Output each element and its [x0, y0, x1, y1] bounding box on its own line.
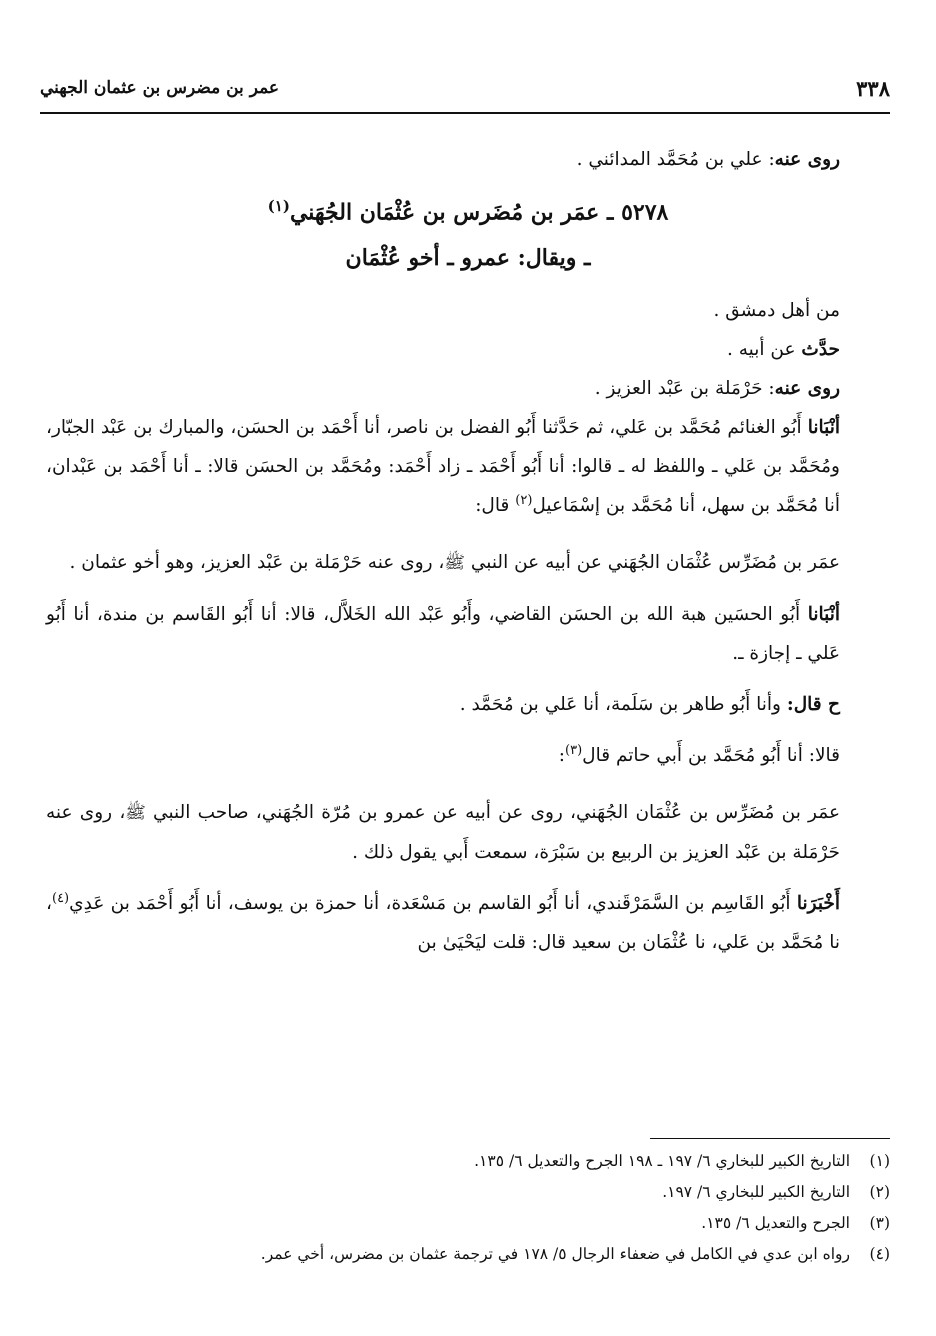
text-span: أَبُو القَاسِم بن السَّمَرْقَندي، أنا أَبُو القاسم بن مَسْعَدة، أنا حمزة بن يوسف، أنا أَبُو أَحْمَد بن عَدِي	[69, 893, 797, 915]
keyword: روى عنه	[774, 378, 840, 400]
footnote-item	[46, 1208, 890, 1239]
quote-paragraph	[46, 793, 890, 872]
text-span: وأنا أَبُو طاهر بن سَلَمة، أنا عَلي بن مُحَمَّد .	[459, 694, 787, 716]
text-span: ، روى عنه حَرْمَلة بن عَبْد العزيز، وهو أخو عثمان .	[69, 552, 445, 574]
footnotes	[46, 1146, 890, 1270]
entry-heading-line1: ٥٢٧٨ ـ عمَر بن مُضَرس بن عُثْمَان الجُهَني	[289, 199, 669, 226]
keyword: روى عنه	[774, 149, 840, 170]
isnad-paragraph	[46, 736, 890, 775]
keyword: ح قال:	[786, 694, 840, 716]
entry-heading-line2: ـ ويقال: عمرو ـ أخو عُثْمَان	[345, 245, 591, 272]
text-span: قالا: أنا أَبُو مُحَمَّد بن أَبي حاتم قال	[582, 745, 840, 767]
text-span: : حَرْمَلة بن عَبْد العزيز .	[594, 378, 775, 400]
footnote-marker: (٢)	[515, 493, 533, 509]
main-text	[46, 140, 890, 962]
footnote-item	[46, 1239, 890, 1270]
keyword: أنْبَانا	[807, 604, 840, 626]
narrators-line	[46, 369, 890, 408]
isnad-paragraph	[46, 685, 890, 724]
footnote-text: التاريخ الكبير للبخاري ٦/ ١٩٧ ـ ١٩٨ الجرح والتعديل ٦/ ١٣٥.	[474, 1152, 850, 1170]
header-rule	[40, 112, 890, 114]
footnote-item	[46, 1177, 890, 1208]
footnote-text: التاريخ الكبير للبخاري ٦/ ١٩٧.	[662, 1183, 850, 1201]
text-span: عمَر بن مُضَرِّس عُثْمَان الجُهَني عن أبيه عن النبي	[464, 552, 840, 574]
text-span: : علي بن مُحَمَّد المدائني .	[576, 149, 775, 170]
text-span: :	[558, 745, 565, 767]
keyword: حدَّث	[801, 339, 840, 361]
text-span: ، نا مُحَمَّد بن عَلي، نا عُثْمَان بن سعيد قال: قلت ليَحْيَىٰ بن	[46, 893, 840, 954]
footnote-marker: (٤)	[51, 891, 70, 907]
footnote-text: الجرح والتعديل ٦/ ١٣٥.	[701, 1214, 850, 1232]
running-title: عمر بن مضرس بن عثمان الجهني	[40, 78, 280, 98]
narrated-line	[46, 330, 890, 369]
footnote-rule	[650, 1138, 890, 1139]
footnote-item	[46, 1146, 890, 1177]
footnote-text: رواه ابن عدي في الكامل في ضعفاء الرجال ٥/ ١٧٨ في ترجمة عثمان بن مضرس، أخي عمر.	[260, 1245, 850, 1263]
entry-heading	[46, 183, 890, 281]
isnad-paragraph	[46, 595, 890, 673]
page-header	[40, 76, 890, 110]
text-span: عن أبيه .	[726, 339, 802, 361]
narrators-line	[46, 140, 890, 179]
keyword: أَخْبَرَنا	[796, 893, 840, 915]
text-span: عمَر بن مُضَرِّس بن عُثْمَان الجُهَني، روى عن أبيه عن عمرو بن مُرّة الجُهَني، صاحب النبي	[145, 802, 840, 824]
text-span: قال:	[475, 495, 516, 517]
footnote-number: (٢)	[869, 1183, 890, 1201]
footnote-number: (٤)	[869, 1245, 890, 1263]
text-span: ، روى عنه حَرْمَلة بن عَبْد العزيز بن الربيع بن سَبْرَة، سمعت أَبي يقول ذلك .	[46, 802, 840, 864]
quote-paragraph	[46, 543, 890, 583]
isnad-paragraph	[46, 408, 890, 525]
isnad-paragraph	[46, 884, 890, 962]
page-number: ٣٣٨	[856, 76, 890, 101]
keyword: أنْبَانا	[807, 417, 840, 439]
text-span: أَبُو الغنائم مُحَمَّد بن عَلي، ثم حَدَّثنا أَبُو الفضل بن ناصر، أنا أَحْمَد بن الحسَن، والمبارك بن عَبْد الجبّار، ومُحَمَّد بن عَلي ـ واللفظ له ـ قالوا: أنا أَبُو أَحْمَد ـ زاد أَحْمَد: ومُحَمَّد بن الحسَن قالا: ـ أنا أَحْمَد بن عَبْدان، أنا مُحَمَّد بن سهل، أنا مُحَمَّد بن إسْمَاعيل	[46, 417, 840, 517]
footnote-number: (٣)	[869, 1214, 890, 1232]
text-span: أَبُو الحسَين هبة الله بن الحسَن القاضي، وأَبُو عَبْد الله الخَلاَّل، قالا: أنا أَبُو القَاسم بن مندة، أنا أَبُو عَلي ـ إجازة ـ.	[46, 604, 840, 665]
salawat-glyph: ﷺ	[444, 553, 465, 574]
footnote-marker: (٣)	[565, 743, 583, 759]
footnote-marker: (١)	[267, 197, 290, 215]
salawat-glyph: ﷺ	[125, 803, 146, 824]
footnote-number: (١)	[869, 1152, 890, 1170]
origin-line: من أهل دمشق .	[713, 300, 840, 322]
